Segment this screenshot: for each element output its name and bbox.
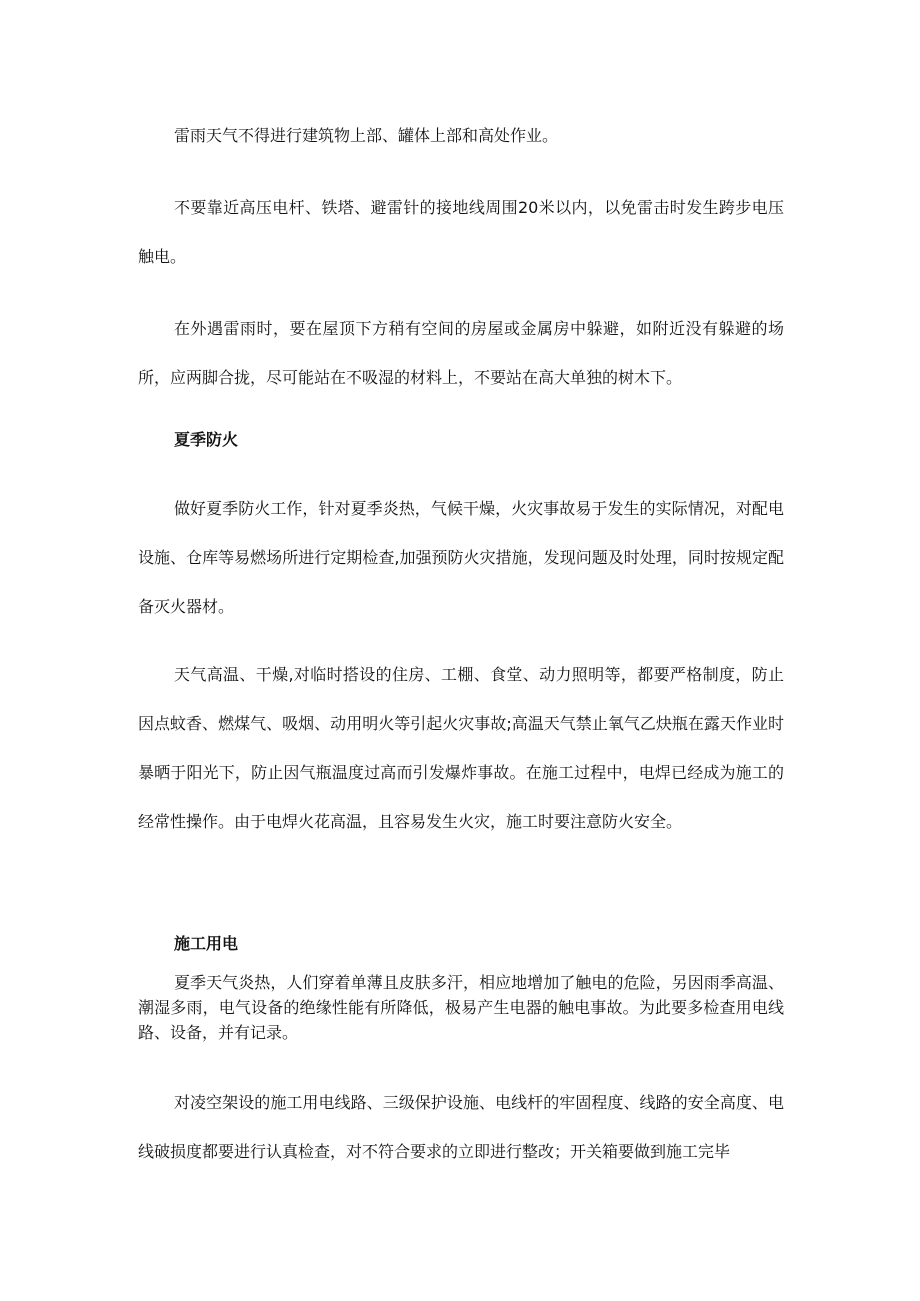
paragraph-avoid-grounding-wires: 不要靠近高压电杆、铁塔、避雷针的接地线周围20米以内，以免雷击时发生跨步电压触电。 [138,198,784,266]
paragraph-power-line-inspection: 对凌空架设的施工用电线路、三级保护设施、电线杆的牢固程度、线路的安全高度、电线破损度都要进行认真检查，对不符合要求的立即进行整改；开关箱要做到施工完毕 [138,1093,784,1161]
section-heading-construction-electricity: 施工用电 [174,934,239,953]
paragraph-high-temperature-fire-safety: 天气高温、干燥,对临时搭设的住房、工棚、食堂、动力照明等，都要严格制度，防止因点蚊香、燃煤气、吸烟、动用明火等引起火灾事故;高温天气禁止氧气乙炔瓶在露天作业时暴晒于阳光下，防止因气瓶温度过高而引发爆炸事故。在施工过程中，电焊已经成为施工的经常性操作。由于电焊火花高温，且容易发生火灾，施工时要注意防火安全。 [138,665,784,831]
paragraph-fire-prevention-work: 做好夏季防火工作，针对夏季炎热，气候干燥，火灾事故易于发生的实际情况，对配电设施、仓库等易燃场所进行定期检查,加强预防火灾措施，发现问题及时处理，同时按规定配备灭火器材。 [138,499,784,616]
section-heading-summer-fire-prevention: 夏季防火 [174,430,239,449]
paragraph-summer-electric-shock-risk: 夏季天气炎热，人们穿着单薄且皮肤多汗，相应地增加了触电的危险，另因雨季高温、潮湿多雨，电气设备的绝缘性能有所降低，极易产生电器的触电事故。为此要多检查用电线路、设备，并有记录。 [138,973,784,1042]
paragraph-shelter-during-storm: 在外遇雷雨时，要在屋顶下方稍有空间的房屋或金属房中躲避，如附近没有躲避的场所，应两脚合拢，尽可能站在不吸湿的材料上，不要站在高大单独的树木下。 [138,319,784,387]
paragraph-thunderstorm-no-work-at-height: 雷雨天气不得进行建筑物上部、罐体上部和高处作业。 [174,126,559,145]
